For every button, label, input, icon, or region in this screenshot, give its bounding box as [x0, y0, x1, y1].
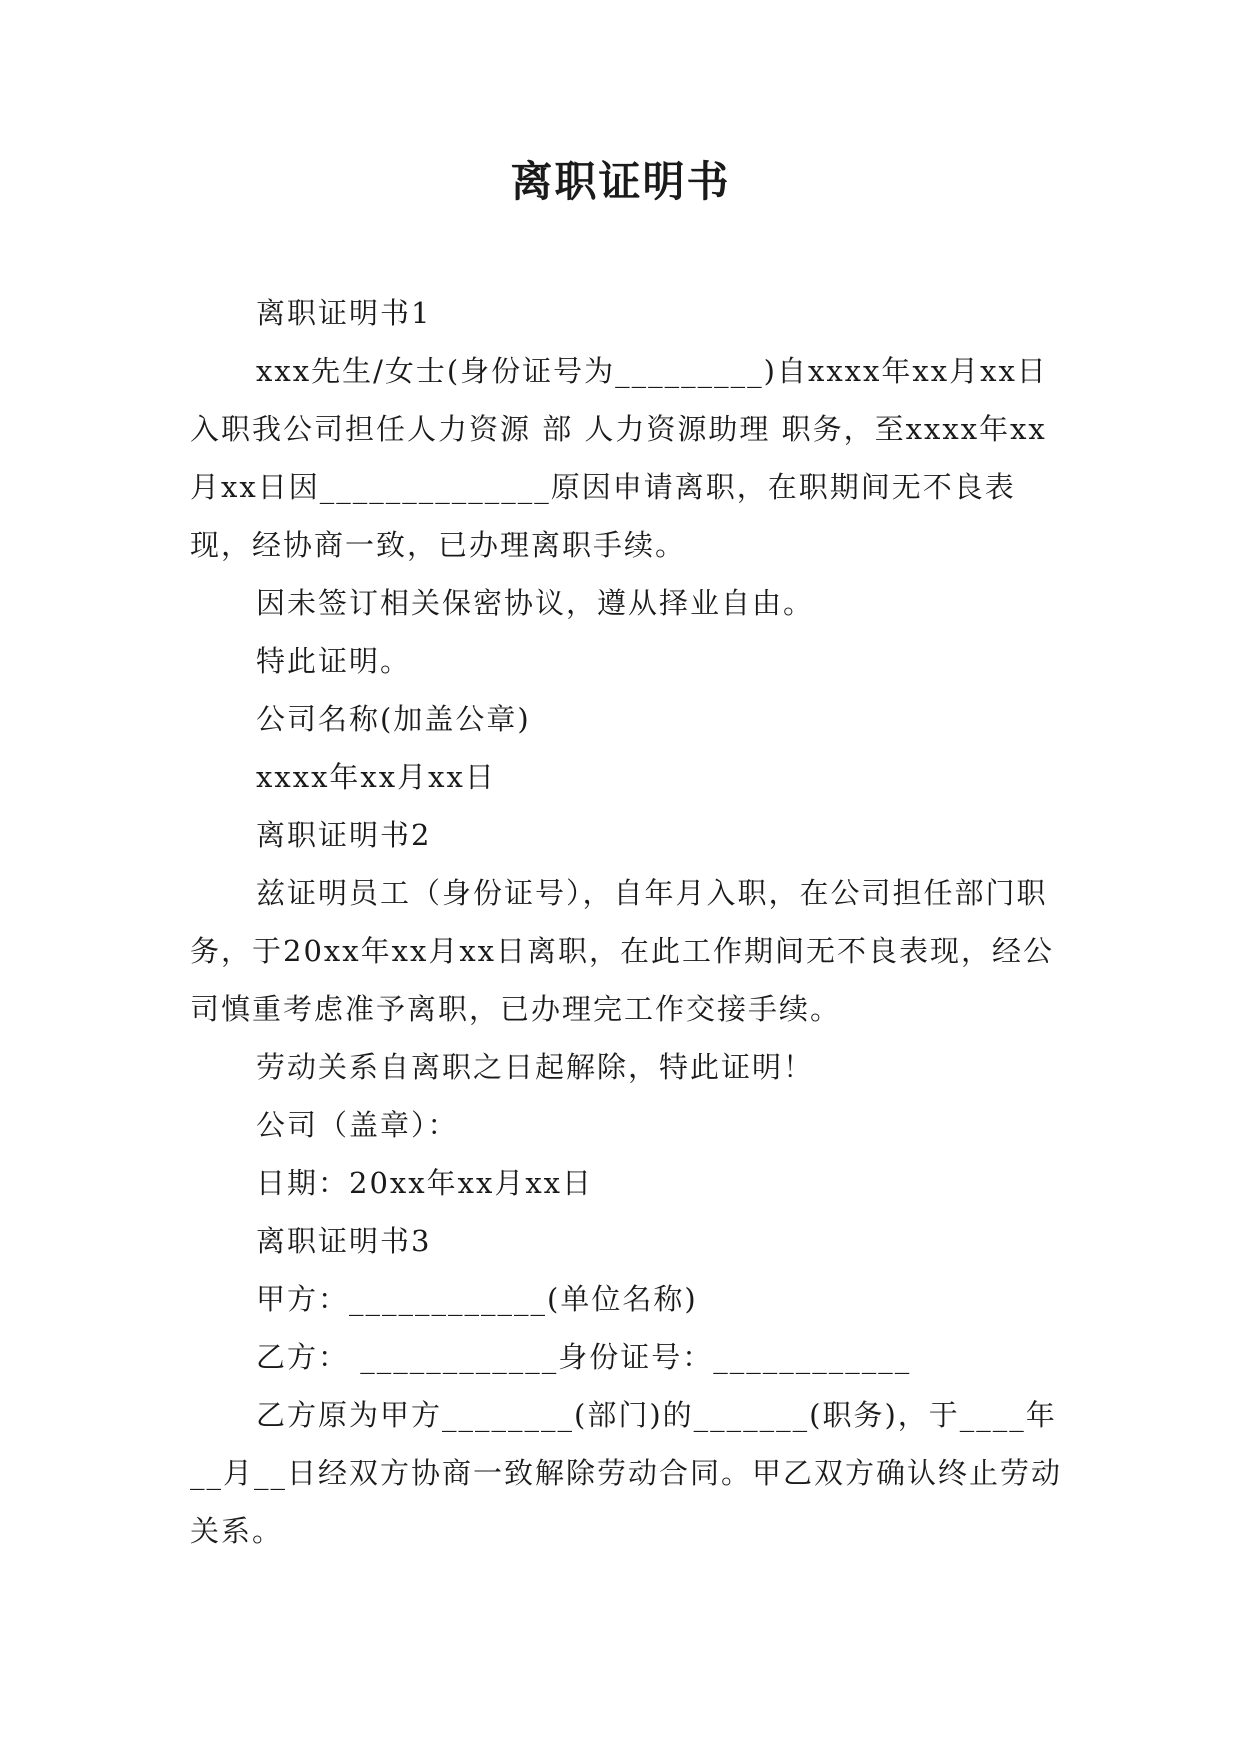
- party-a-line: 甲方：____________(单位名称): [256, 1282, 698, 1316]
- paragraph-confidentiality: 因未签订相关保密协议，遵从择业自由。: [256, 586, 815, 620]
- company-seal-line-1: 公司名称(加盖公章): [256, 702, 531, 736]
- party-b-line: 乙方： ____________身份证号：____________: [256, 1340, 912, 1374]
- date-line-2: 日期：20xx年xx月xx日: [256, 1166, 594, 1200]
- document-body: [190, 284, 1070, 1560]
- paragraph-employment-1: xxx先生/女士(身份证号为_________)自xxxx年xx月xx日入职我公司担任人力资源 部 人力资源助理 职务，至xxxx年xx月xx日因______________原因申请离职，在职期间无不良表现，经协商一致，已办理离职手续。: [190, 354, 1048, 562]
- paragraph-employment-2: 兹证明员工（身份证号），自年月入职，在公司担任部门职务，于20xx年xx月xx日离职，在此工作期间无不良表现，经公司慎重考虑准予离职，已办理完工作交接手续。: [190, 876, 1055, 1026]
- section-heading-2: 离职证明书2: [256, 818, 432, 852]
- company-seal-line-2: 公司（盖章）：: [256, 1108, 459, 1142]
- section-heading-3: 离职证明书3: [256, 1224, 432, 1258]
- document-title: 离职证明书: [510, 157, 731, 206]
- paragraph-certify-1: 特此证明。: [256, 644, 412, 678]
- paragraph-termination: 乙方原为甲方________(部门)的_______(职务)，于____年__月__日经双方协商一致解除劳动合同。甲乙双方确认终止劳动关系。: [190, 1398, 1063, 1548]
- section-heading-1: 离职证明书1: [256, 296, 432, 330]
- date-line-1: xxxx年xx月xx日: [256, 760, 496, 794]
- paragraph-labor-relation: 劳动关系自离职之日起解除，特此证明！: [256, 1050, 815, 1084]
